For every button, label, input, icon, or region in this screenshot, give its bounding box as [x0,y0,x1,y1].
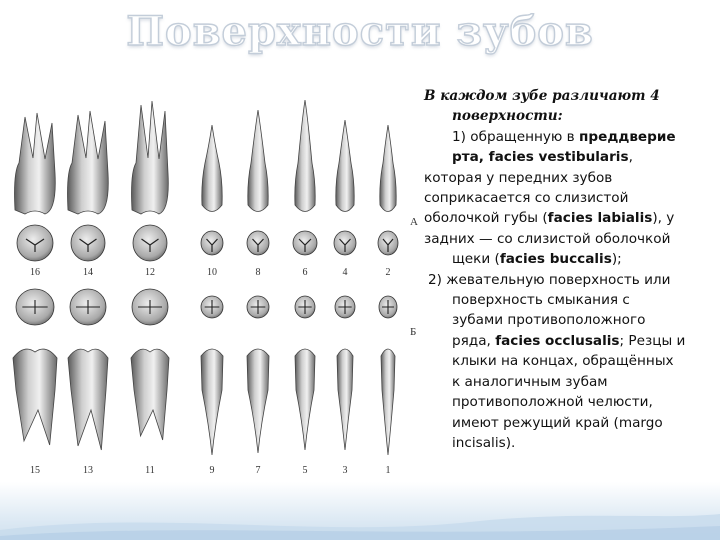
p1-line-1 [424,129,676,145]
text-block [424,86,712,453]
upper-tooth-number: 16 [30,267,40,278]
upper-occlusal-crown [17,225,53,261]
lower-tooth-number: 13 [83,465,93,476]
lower-tooth-number: 11 [145,465,155,476]
upper-occlusal-crown [71,225,105,261]
lower-tooth [131,349,169,440]
p1-line-5-pre: оболочкой губы ( [424,210,548,227]
lower-tooth [201,349,223,455]
p1-line-4: соприкасается со слизистой [424,190,629,207]
upper-tooth-number: 10 [207,267,217,278]
term-facies-buccalis: facies buccalis [499,251,612,268]
teeth-illustration [0,95,420,480]
p2-line-1: 2) жевательную поверхность или [428,271,671,288]
lower-tooth [247,349,269,453]
upper-tooth [248,110,268,212]
p2-line-2: поверхность смыкания с [452,292,630,309]
upper-tooth [295,100,315,212]
lower-tooth-number: 1 [385,465,391,476]
teeth-figure [0,95,420,480]
p1-line-7-post: ); [611,251,622,268]
term-facies-occlusalis: facies occlusalis [495,332,620,349]
p2-line-7: противоположной челюсти, [452,394,653,411]
upper-tooth-number: 14 [83,267,93,278]
term-facies-vestibularis: рта, facies vestibularis [452,149,629,166]
p1-line-7-pre: щеки ( [452,251,500,268]
bottom-wave-decoration [0,500,720,540]
p1-line-2 [424,149,633,165]
upper-tooth [336,120,354,212]
paragraph-2 [424,270,712,454]
upper-tooth-number: 2 [385,267,391,278]
p2-line-6: к аналогичным зубам [452,373,608,390]
p1-line-2-post: , [628,149,633,166]
lower-tooth [68,349,108,450]
p2-line-4-pre: ряда, [452,332,496,349]
upper-tooth-number: 6 [302,267,308,278]
upper-teeth-row [15,100,397,214]
p2-line-8: имеют режущий край (margo [452,414,663,431]
upper-tooth-number: 8 [255,267,261,278]
slide-title: Поверхности зубов [126,8,594,55]
lower-tooth-number: 5 [302,465,308,476]
intro-line-1: В каждом зубе различают 4 [424,88,660,104]
intro-line-2: поверхности: [452,108,563,125]
lower-tooth-number: 3 [342,465,348,476]
lower-occlusal-row [16,289,397,325]
upper-tooth [380,125,396,212]
lower-tooth [295,349,315,450]
p2-line-5: клыки на концах, обращённых [452,353,674,370]
lower-tooth [13,349,57,445]
upper-tooth [202,125,222,212]
lower-tooth-number: 9 [209,465,215,476]
lower-tooth-number: 15 [30,465,40,476]
term-predverie: преддверие [579,128,676,145]
p2-line-9: incisalis). [452,434,516,451]
row-label-b: Б [410,326,417,338]
lower-teeth-row [13,349,395,476]
p1-line-6: задних — со слизистой оболочкой [424,230,671,247]
upper-tooth [15,113,56,214]
p1-line-5-post: ), у [652,210,675,227]
p2-line-4 [424,333,685,349]
lower-tooth [381,349,395,455]
upper-tooth-number: 4 [342,267,348,278]
upper-occlusal-crown [133,225,167,261]
intro-paragraph [424,86,712,127]
term-facies-labialis: facies labialis [547,210,653,227]
paragraph-1 [424,127,712,270]
upper-occlusal-row [17,225,398,278]
upper-tooth [132,101,169,214]
upper-tooth-number: 12 [145,267,155,278]
lower-tooth [337,349,353,450]
p1-line-5 [424,210,674,226]
p2-line-4-post: ; Резцы и [619,332,686,349]
upper-tooth [68,111,109,214]
p1-line-1-text: 1) обращенную в [452,128,580,145]
row-label-a: А [410,216,418,228]
lower-tooth-number: 7 [255,465,261,476]
p2-line-3: зубами противоположного [452,312,646,329]
p1-line-7 [424,251,622,267]
p1-line-3: которая у передних зубов [424,169,613,186]
